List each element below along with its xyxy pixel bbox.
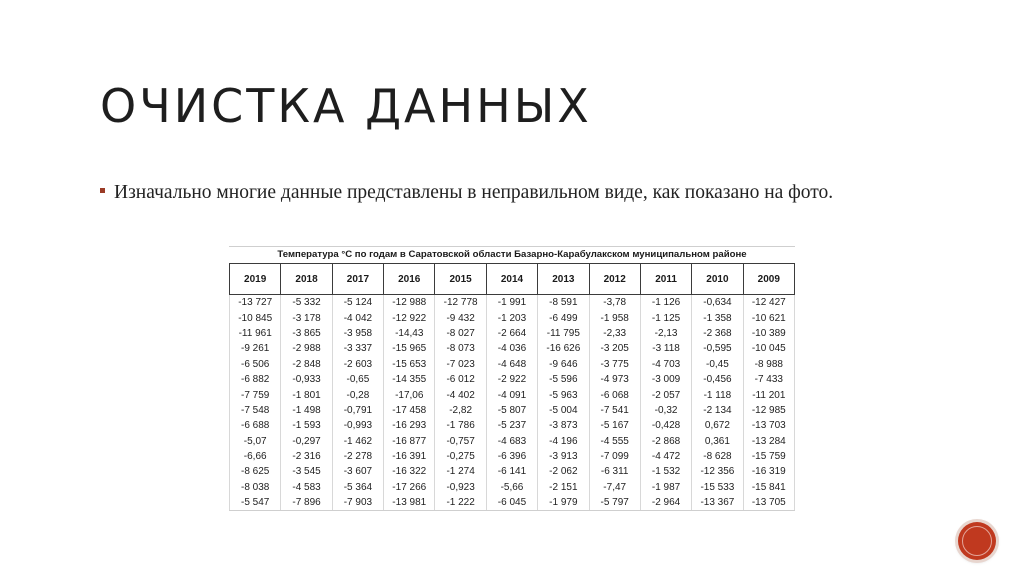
table-cell: -1 593 bbox=[281, 418, 332, 433]
table-cell: -0,595 bbox=[692, 341, 743, 356]
table-cell: -1 203 bbox=[486, 310, 537, 325]
table-body bbox=[230, 295, 795, 511]
table-cell: -3 865 bbox=[281, 326, 332, 341]
table-cell: -7 903 bbox=[332, 495, 383, 511]
table-cell: -8 988 bbox=[743, 357, 794, 372]
table-cell: -1 801 bbox=[281, 387, 332, 402]
data-table-image bbox=[229, 246, 795, 522]
table-cell: -5 004 bbox=[538, 403, 589, 418]
table-cell: -2 151 bbox=[538, 480, 589, 495]
table-cell: -0,32 bbox=[640, 403, 691, 418]
table-cell: -15 653 bbox=[384, 357, 435, 372]
table-header-cell: 2009 bbox=[743, 264, 794, 295]
table-cell: -4 973 bbox=[589, 372, 640, 387]
table-header-cell: 2015 bbox=[435, 264, 486, 295]
table-cell: -0,428 bbox=[640, 418, 691, 433]
table-row bbox=[230, 495, 795, 511]
table-header-cell: 2011 bbox=[640, 264, 691, 295]
table-row bbox=[230, 295, 795, 311]
table-row bbox=[230, 387, 795, 402]
table-cell: -10 389 bbox=[743, 326, 794, 341]
table-row bbox=[230, 418, 795, 433]
table-cell: -3 873 bbox=[538, 418, 589, 433]
table-cell: -5 167 bbox=[589, 418, 640, 433]
table-cell: -0,456 bbox=[692, 372, 743, 387]
table-cell: -3 958 bbox=[332, 326, 383, 341]
table-cell: -0,791 bbox=[332, 403, 383, 418]
table-cell: -4 703 bbox=[640, 357, 691, 372]
table-cell: -5,66 bbox=[486, 480, 537, 495]
table-cell: -4 042 bbox=[332, 310, 383, 325]
table-cell: -6,66 bbox=[230, 449, 281, 464]
table-cell: -6 012 bbox=[435, 372, 486, 387]
table-cell: -3 913 bbox=[538, 449, 589, 464]
table-cell: -4 555 bbox=[589, 434, 640, 449]
table-cell: 0,672 bbox=[692, 418, 743, 433]
table-cell: -6 499 bbox=[538, 310, 589, 325]
table-cell: -6 688 bbox=[230, 418, 281, 433]
table-cell: -7 099 bbox=[589, 449, 640, 464]
table-cell: -16 322 bbox=[384, 464, 435, 479]
table-cell: -2 988 bbox=[281, 341, 332, 356]
table-cell: -5 237 bbox=[486, 418, 537, 433]
table-cell: -5,07 bbox=[230, 434, 281, 449]
table-cell: -0,275 bbox=[435, 449, 486, 464]
table-cell: -15 533 bbox=[692, 480, 743, 495]
table-cell: -2,33 bbox=[589, 326, 640, 341]
table-cell: -1 979 bbox=[538, 495, 589, 511]
table-cell: -13 703 bbox=[743, 418, 794, 433]
table-cell: -1 958 bbox=[589, 310, 640, 325]
table-cell: -16 293 bbox=[384, 418, 435, 433]
table-cell: -1 274 bbox=[435, 464, 486, 479]
table-cell: -1 118 bbox=[692, 387, 743, 402]
table-cell: -2 278 bbox=[332, 449, 383, 464]
table-cell: -11 201 bbox=[743, 387, 794, 402]
table-cell: -2 848 bbox=[281, 357, 332, 372]
table-cell: 0,361 bbox=[692, 434, 743, 449]
table-cell: -7 759 bbox=[230, 387, 281, 402]
table-cell: -2,82 bbox=[435, 403, 486, 418]
table-cell: -2 664 bbox=[486, 326, 537, 341]
table-header-cell: 2017 bbox=[332, 264, 383, 295]
table-cell: -6 396 bbox=[486, 449, 537, 464]
table-cell: -5 807 bbox=[486, 403, 537, 418]
table-cell: -6 882 bbox=[230, 372, 281, 387]
table-cell: -16 391 bbox=[384, 449, 435, 464]
table-cell: -8 073 bbox=[435, 341, 486, 356]
table-cell: -10 845 bbox=[230, 310, 281, 325]
table-caption: Температура °С по годам в Саратовской области Базарно-Карабулакском муниципальном районе bbox=[229, 246, 795, 263]
table-cell: -0,634 bbox=[692, 295, 743, 311]
table-cell: -7 896 bbox=[281, 495, 332, 511]
table-cell: -16 877 bbox=[384, 434, 435, 449]
table-cell: -4 683 bbox=[486, 434, 537, 449]
table-cell: -11 961 bbox=[230, 326, 281, 341]
table-cell: -5 797 bbox=[589, 495, 640, 511]
table-cell: -15 841 bbox=[743, 480, 794, 495]
table-header-cell: 2012 bbox=[589, 264, 640, 295]
table-cell: -10 621 bbox=[743, 310, 794, 325]
table-cell: -2 134 bbox=[692, 403, 743, 418]
table-cell: -7 433 bbox=[743, 372, 794, 387]
table-cell: -3 545 bbox=[281, 464, 332, 479]
table-header-cell: 2019 bbox=[230, 264, 281, 295]
table-cell: -4 091 bbox=[486, 387, 537, 402]
table-row bbox=[230, 310, 795, 325]
table-cell: -8 628 bbox=[692, 449, 743, 464]
bullet-square-icon bbox=[100, 188, 105, 193]
table-cell: -11 795 bbox=[538, 326, 589, 341]
table-cell: -7,47 bbox=[589, 480, 640, 495]
table-cell: -12 985 bbox=[743, 403, 794, 418]
table-cell: -2 368 bbox=[692, 326, 743, 341]
table-cell: -16 626 bbox=[538, 341, 589, 356]
table-header-cell: 2010 bbox=[692, 264, 743, 295]
table-cell: -2 868 bbox=[640, 434, 691, 449]
table-cell: -5 596 bbox=[538, 372, 589, 387]
table-cell: -2,13 bbox=[640, 326, 691, 341]
table-cell: -4 472 bbox=[640, 449, 691, 464]
table-cell: -13 367 bbox=[692, 495, 743, 511]
table-cell: -6 311 bbox=[589, 464, 640, 479]
table-header-cell: 2018 bbox=[281, 264, 332, 295]
table-cell: -0,923 bbox=[435, 480, 486, 495]
table-cell: -13 284 bbox=[743, 434, 794, 449]
table-cell: -3 775 bbox=[589, 357, 640, 372]
table-cell: -12 778 bbox=[435, 295, 486, 311]
table-cell: -15 965 bbox=[384, 341, 435, 356]
table-cell: -2 603 bbox=[332, 357, 383, 372]
table-cell: -9 432 bbox=[435, 310, 486, 325]
table-cell: -2 964 bbox=[640, 495, 691, 511]
table-row bbox=[230, 434, 795, 449]
temperature-table bbox=[229, 263, 795, 511]
bullet-item bbox=[100, 180, 930, 206]
table-cell: -0,993 bbox=[332, 418, 383, 433]
table-cell: -16 319 bbox=[743, 464, 794, 479]
table-cell: -3 205 bbox=[589, 341, 640, 356]
table-cell: -3 178 bbox=[281, 310, 332, 325]
table-cell: -17 266 bbox=[384, 480, 435, 495]
table-cell: -1 786 bbox=[435, 418, 486, 433]
table-cell: -14 355 bbox=[384, 372, 435, 387]
table-header-cell: 2016 bbox=[384, 264, 435, 295]
table-cell: -17,06 bbox=[384, 387, 435, 402]
table-row bbox=[230, 341, 795, 356]
table-cell: -8 027 bbox=[435, 326, 486, 341]
table-cell: -5 547 bbox=[230, 495, 281, 511]
table-cell: -7 023 bbox=[435, 357, 486, 372]
table-cell: -2 057 bbox=[640, 387, 691, 402]
table-cell: -5 963 bbox=[538, 387, 589, 402]
table-cell: -0,297 bbox=[281, 434, 332, 449]
table-cell: -9 261 bbox=[230, 341, 281, 356]
table-cell: -5 124 bbox=[332, 295, 383, 311]
table-row bbox=[230, 449, 795, 464]
table-cell: -10 045 bbox=[743, 341, 794, 356]
table-cell: -1 125 bbox=[640, 310, 691, 325]
table-cell: -1 532 bbox=[640, 464, 691, 479]
table-header-cell: 2014 bbox=[486, 264, 537, 295]
table-cell: -2 062 bbox=[538, 464, 589, 479]
table-cell: -0,65 bbox=[332, 372, 383, 387]
table-cell: -13 981 bbox=[384, 495, 435, 511]
table-row bbox=[230, 403, 795, 418]
table-cell: -6 045 bbox=[486, 495, 537, 511]
table-cell: -2 922 bbox=[486, 372, 537, 387]
table-cell: -2 316 bbox=[281, 449, 332, 464]
table-cell: -4 036 bbox=[486, 341, 537, 356]
table-cell: -6 141 bbox=[486, 464, 537, 479]
table-cell: -17 458 bbox=[384, 403, 435, 418]
table-row bbox=[230, 372, 795, 387]
table-cell: -5 332 bbox=[281, 295, 332, 311]
table-cell: -5 364 bbox=[332, 480, 383, 495]
table-cell: -3 607 bbox=[332, 464, 383, 479]
table-cell: -8 625 bbox=[230, 464, 281, 479]
table-cell: -13 705 bbox=[743, 495, 794, 511]
table-cell: -12 922 bbox=[384, 310, 435, 325]
presentation-logo-icon bbox=[958, 522, 996, 560]
table-cell: -12 356 bbox=[692, 464, 743, 479]
table-cell: -0,28 bbox=[332, 387, 383, 402]
table-cell: -8 038 bbox=[230, 480, 281, 495]
table-cell: -7 548 bbox=[230, 403, 281, 418]
table-cell: -6 068 bbox=[589, 387, 640, 402]
table-cell: -1 358 bbox=[692, 310, 743, 325]
table-cell: -1 498 bbox=[281, 403, 332, 418]
table-cell: -4 402 bbox=[435, 387, 486, 402]
table-cell: -0,45 bbox=[692, 357, 743, 372]
table-cell: -1 991 bbox=[486, 295, 537, 311]
table-cell: -7 541 bbox=[589, 403, 640, 418]
table-cell: -6 506 bbox=[230, 357, 281, 372]
table-cell: -15 759 bbox=[743, 449, 794, 464]
table-header-cell: 2013 bbox=[538, 264, 589, 295]
table-cell: -8 591 bbox=[538, 295, 589, 311]
table-cell: -1 126 bbox=[640, 295, 691, 311]
table-cell: -9 646 bbox=[538, 357, 589, 372]
table-cell: -3 337 bbox=[332, 341, 383, 356]
table-cell: -12 427 bbox=[743, 295, 794, 311]
table-cell: -3 009 bbox=[640, 372, 691, 387]
table-row bbox=[230, 326, 795, 341]
table-cell: -3,78 bbox=[589, 295, 640, 311]
table-row bbox=[230, 464, 795, 479]
table-header-row bbox=[230, 264, 795, 295]
table-cell: -0,757 bbox=[435, 434, 486, 449]
slide-title: ОЧИСТКА ДАННЫХ bbox=[100, 79, 592, 133]
table-cell: -4 648 bbox=[486, 357, 537, 372]
table-cell: -3 118 bbox=[640, 341, 691, 356]
table-cell: -1 462 bbox=[332, 434, 383, 449]
table-cell: -14,43 bbox=[384, 326, 435, 341]
table-cell: -1 987 bbox=[640, 480, 691, 495]
table-cell: -0,933 bbox=[281, 372, 332, 387]
table-cell: -4 583 bbox=[281, 480, 332, 495]
table-cell: -12 988 bbox=[384, 295, 435, 311]
bullet-text: Изначально многие данные представлены в неправильном виде, как показано на фото. bbox=[114, 182, 834, 203]
table-cell: -4 196 bbox=[538, 434, 589, 449]
table-cell: -1 222 bbox=[435, 495, 486, 511]
table-row bbox=[230, 357, 795, 372]
table-cell: -13 727 bbox=[230, 295, 281, 311]
table-row bbox=[230, 480, 795, 495]
